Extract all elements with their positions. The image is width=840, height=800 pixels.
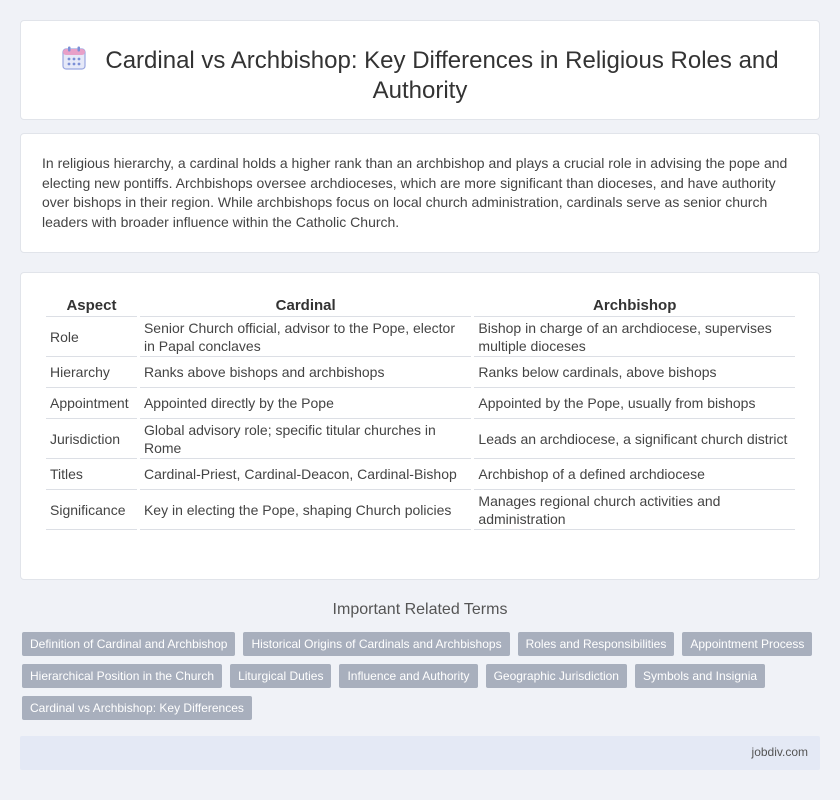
- table-cell-aspect: Jurisdiction: [46, 419, 137, 459]
- page-title-wrap: [61, 45, 779, 106]
- intro-card: [20, 133, 820, 253]
- table-cell-archbishop: Ranks below cardinals, above bishops: [474, 357, 795, 388]
- table-row: [46, 419, 795, 459]
- comparison-table-card: [20, 272, 820, 580]
- column-header-cardinal: Cardinal: [140, 295, 471, 317]
- table-cell-archbishop: Appointed by the Pope, usually from bishops: [474, 388, 795, 419]
- intro-paragraph: In religious hierarchy, a cardinal holds a higher rank than an archbishop and plays a crucial role in advising the pope and electing new pontiffs. Archbishops oversee archdioceses, which are more significant than dioceses, and have authority over bishops in their region. While archbishops focus on local church administration, cardinals serve as senior church leaders with broader influence within the Catholic Church.: [42, 155, 788, 230]
- table-cell-archbishop: Leads an archdiocese, a significant church district: [474, 419, 795, 459]
- column-header-archbishop: Archbishop: [474, 295, 795, 317]
- table-cell-aspect: Hierarchy: [46, 357, 137, 388]
- table-cell-cardinal: Senior Church official, advisor to the Pope, elector in Papal conclaves: [140, 317, 471, 357]
- table-cell-aspect: Significance: [46, 490, 137, 530]
- related-term-tag[interactable]: Historical Origins of Cardinals and Archbishops: [243, 632, 509, 656]
- related-term-tag[interactable]: Definition of Cardinal and Archbishop: [22, 632, 235, 656]
- related-term-tag[interactable]: Geographic Jurisdiction: [486, 664, 627, 688]
- related-term-tag[interactable]: Symbols and Insignia: [635, 664, 765, 688]
- related-term-tag[interactable]: Hierarchical Position in the Church: [22, 664, 222, 688]
- table-cell-cardinal: Global advisory role; specific titular churches in Rome: [140, 419, 471, 459]
- footer-site-link[interactable]: jobdiv.com: [751, 745, 808, 759]
- comparison-table: [43, 295, 798, 530]
- calendar-icon: [61, 45, 87, 71]
- table-cell-cardinal: Key in electing the Pope, shaping Church policies: [140, 490, 471, 530]
- table-row: [46, 357, 795, 388]
- related-terms-tags: [22, 632, 822, 720]
- related-term-tag[interactable]: Cardinal vs Archbishop: Key Differences: [22, 696, 252, 720]
- table-header-row: [46, 295, 795, 317]
- header-card: [20, 20, 820, 120]
- table-cell-archbishop: Bishop in charge of an archdiocese, supervises multiple dioceses: [474, 317, 795, 357]
- table-cell-archbishop: Archbishop of a defined archdiocese: [474, 459, 795, 490]
- footer-bar: [20, 736, 820, 770]
- table-cell-aspect: Role: [46, 317, 137, 357]
- table-row: [46, 490, 795, 530]
- table-row: [46, 317, 795, 357]
- related-term-tag[interactable]: Influence and Authority: [339, 664, 477, 688]
- table-cell-cardinal: Cardinal-Priest, Cardinal-Deacon, Cardinal-Bishop: [140, 459, 471, 490]
- table-row: [46, 459, 795, 490]
- related-term-tag[interactable]: Appointment Process: [682, 632, 812, 656]
- table-cell-archbishop: Manages regional church activities and administration: [474, 490, 795, 530]
- table-cell-cardinal: Appointed directly by the Pope: [140, 388, 471, 419]
- table-cell-aspect: Appointment: [46, 388, 137, 419]
- column-header-aspect: Aspect: [46, 295, 137, 317]
- page-title: Cardinal vs Archbishop: Key Differences in Religious Roles and Authority: [105, 47, 779, 104]
- related-term-tag[interactable]: Liturgical Duties: [230, 664, 331, 688]
- table-row: [46, 388, 795, 419]
- related-terms-title: Important Related Terms: [332, 601, 508, 618]
- related-term-tag[interactable]: Roles and Responsibilities: [518, 632, 675, 656]
- table-cell-aspect: Titles: [46, 459, 137, 490]
- table-cell-cardinal: Ranks above bishops and archbishops: [140, 357, 471, 388]
